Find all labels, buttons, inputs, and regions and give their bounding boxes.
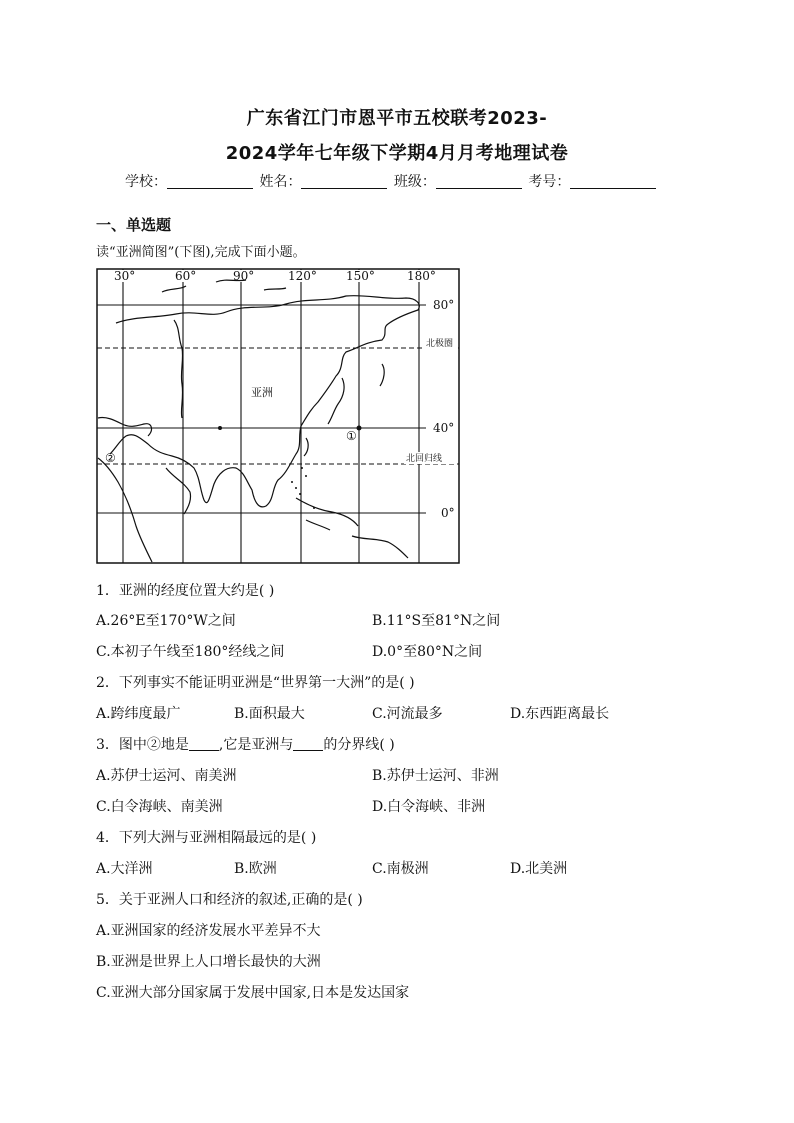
q4-option-b[interactable]: B.欧洲 — [234, 861, 277, 877]
q3-blank-2[interactable] — [293, 737, 323, 751]
q5-option-a[interactable]: A.亚洲国家的经济发展水平差异不大 — [96, 923, 321, 939]
q1-option-d[interactable]: D.0°至80°N之间 — [372, 644, 483, 660]
map-frame — [97, 269, 459, 563]
tropic-label: 北回归线 — [406, 454, 443, 464]
marker-2-point — [218, 426, 222, 430]
name-blank[interactable] — [301, 174, 387, 189]
q4-option-a[interactable]: A.大洋洲 — [96, 861, 153, 877]
island-dots — [291, 467, 315, 509]
student-info-line — [125, 171, 658, 191]
school-blank[interactable] — [167, 174, 253, 189]
q4-option-d[interactable]: D.北美洲 — [510, 861, 568, 877]
asia-map — [96, 268, 462, 566]
marker-1-point — [357, 426, 362, 431]
parallel-lines — [97, 305, 426, 513]
question-4: 4．下列大洲与亚洲相隔最远的是( ) — [96, 830, 317, 846]
class-blank[interactable] — [436, 174, 522, 189]
q5-option-c[interactable]: C.亚洲大部分国家属于发展中国家,日本是发达国家 — [96, 985, 410, 1001]
q3-stem-part3: 的分界线( ) — [323, 737, 395, 753]
asia-coastline — [98, 280, 419, 562]
asia-label: 亚洲 — [251, 386, 273, 399]
q3-option-c[interactable]: C.白令海峡、南美洲 — [96, 799, 223, 815]
arctic-circle-label: 北极圈 — [426, 339, 454, 349]
question-3 — [96, 734, 395, 754]
lat-label-80: 80° — [433, 298, 455, 312]
exam-number-blank[interactable] — [570, 174, 656, 189]
lon-label-150: 150° — [346, 269, 375, 283]
q3-stem-part2: ,它是亚洲与 — [218, 737, 294, 753]
marker-1: ① — [346, 429, 357, 443]
exam-title-line2: 2024学年七年级下学期4月月考地理试卷 — [225, 143, 569, 164]
marker-2: ② — [105, 451, 116, 465]
question-5: 5．关于亚洲人口和经济的叙述,正确的是( ) — [96, 892, 363, 908]
lon-label-120: 120° — [288, 269, 317, 283]
q2-option-a[interactable]: A.跨纬度最广 — [96, 706, 181, 722]
lat-label-40: 40° — [433, 421, 455, 435]
q3-option-b[interactable]: B.苏伊士运河、非洲 — [372, 768, 499, 784]
school-label: 学校： — [125, 174, 167, 190]
lat-label-0: 0° — [441, 506, 455, 520]
q3-option-a[interactable]: A.苏伊士运河、南美洲 — [96, 768, 237, 784]
lon-label-180: 180° — [407, 269, 436, 283]
exam-title-line1: 广东省江门市恩平市五校联考2023- — [246, 108, 548, 129]
q4-option-c[interactable]: C.南极洲 — [372, 861, 429, 877]
q5-option-b[interactable]: B.亚洲是世界上人口增长最快的大洲 — [96, 954, 321, 970]
q3-blank-1[interactable] — [189, 737, 219, 751]
question-1: 1．亚洲的经度位置大约是( ) — [96, 583, 275, 599]
lon-label-60: 60° — [175, 269, 197, 283]
q2-option-d[interactable]: D.东西距离最长 — [510, 706, 610, 722]
section-title: 一、单选题 — [96, 216, 172, 234]
q2-option-c[interactable]: C.河流最多 — [372, 706, 443, 722]
q1-option-a[interactable]: A.26°E至170°W之间 — [96, 613, 236, 629]
q1-option-c[interactable]: C.本初子午线至180°经线之间 — [96, 644, 285, 660]
name-label: 姓名： — [259, 174, 302, 190]
lon-label-90: 90° — [233, 269, 255, 283]
q1-option-b[interactable]: B.11°S至81°N之间 — [372, 613, 501, 629]
q3-stem-part1: 3．图中②地是 — [96, 737, 189, 753]
q3-option-d[interactable]: D.白令海峡、非洲 — [372, 799, 486, 815]
exam-number-label: 考号： — [528, 174, 571, 190]
map-intro-text: 读“亚洲简图”(下图),完成下面小题。 — [96, 245, 306, 260]
lon-label-30: 30° — [114, 269, 136, 283]
meridian-lines — [123, 269, 419, 563]
class-label: 班级： — [393, 174, 436, 190]
question-2: 2．下列事实不能证明亚洲是“世界第一大洲”的是( ) — [96, 675, 415, 691]
q2-option-b[interactable]: B.面积最大 — [234, 706, 305, 722]
